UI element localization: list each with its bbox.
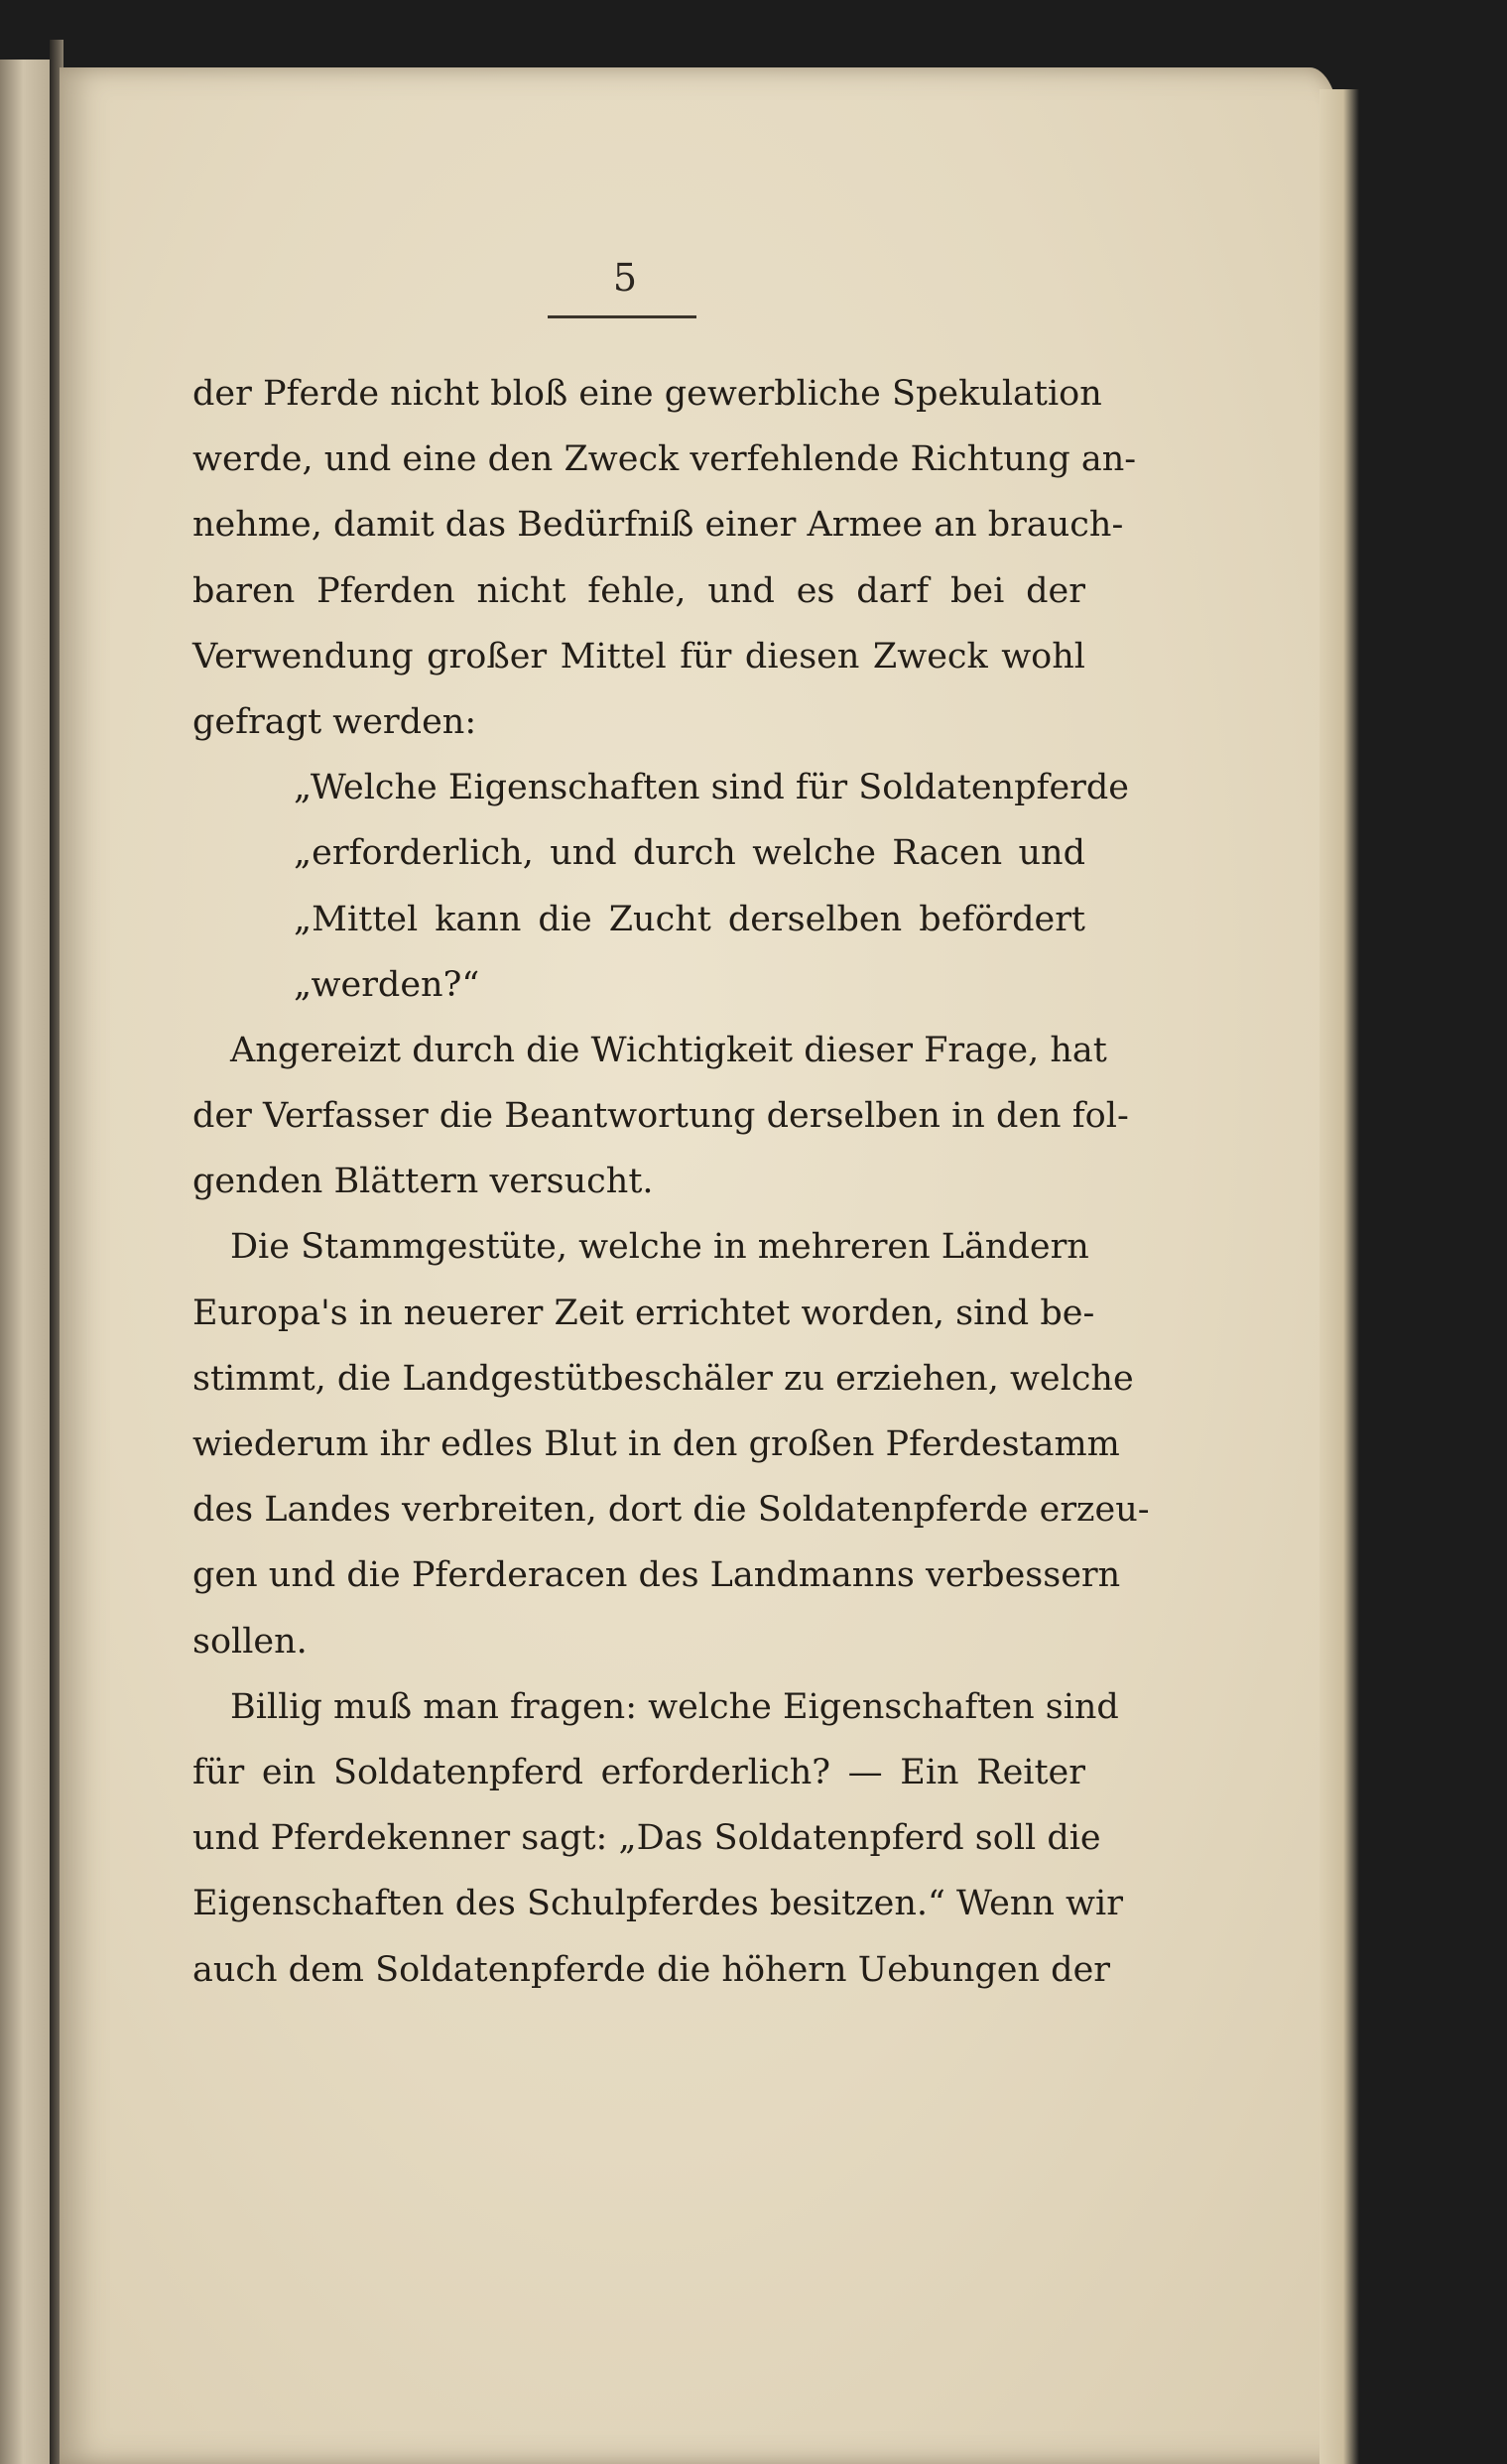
text-line: sollen. [192, 1621, 308, 1662]
header-rule [548, 315, 696, 318]
quote-line: „erforderlich, und durch welche Racen und [294, 833, 1085, 874]
left-page-edge [0, 60, 52, 2464]
quote-line: „Mittel kann die Zucht derselben befördert [294, 899, 1085, 939]
text-line: Billig muß man fragen: welche Eigenschaften sind [230, 1686, 1119, 1727]
text-line: genden Blättern versucht. [192, 1162, 654, 1202]
text-line: gefragt werden: [192, 701, 477, 742]
text-line: Die Stammgestüte, welche in mehreren Ländern [230, 1227, 1089, 1268]
text-line: nehme, damit das Bedürfniß einer Armee an brauch- [192, 505, 1124, 546]
text-line: und Pferdekenner sagt: „Das Soldatenpferd soll die [192, 1818, 1101, 1859]
body-text [192, 361, 1150, 2003]
quote-line: „werden?“ [294, 964, 480, 1005]
quote-line: „Welche Eigenschaften sind für Soldatenpferde [294, 768, 1129, 808]
text-line: wiederum ihr edles Blut in den großen Pferdestamm [192, 1424, 1120, 1464]
text-line: der Verfasser die Beantwortung derselben in den fol- [192, 1096, 1129, 1137]
text-line: stimmt, die Landgestütbeschäler zu erziehen, welche [192, 1358, 1134, 1399]
page-number: 5 [612, 256, 638, 300]
text-line: Angereizt durch die Wichtigkeit dieser Frage, hat [230, 1030, 1107, 1070]
text-line: der Pferde nicht bloß eine gewerbliche Spekulation [192, 374, 1102, 414]
text-line: baren Pferden nicht fehle, und es darf bei der [192, 570, 1085, 611]
text-line: Eigenschaften des Schulpferdes besitzen.“ Wenn wir [192, 1884, 1123, 1924]
text-line: auch dem Soldatenpferde die höhern Uebungen der [192, 1949, 1111, 1990]
text-line: für ein Soldatenpferd erforderlich? — Ein Reiter [192, 1752, 1085, 1792]
text-line: Europa's in neuerer Zeit errichtet worden, sind be- [192, 1293, 1095, 1333]
page-fore-edge [1319, 89, 1359, 2464]
text-line: werde, und eine den Zweck verfehlende Richtung an- [192, 439, 1137, 480]
text-line: gen und die Pferderacen des Landmanns verbessern [192, 1555, 1121, 1596]
text-line: des Landes verbreiten, dort die Soldatenpferde erzeu- [192, 1490, 1150, 1531]
text-line: Verwendung großer Mittel für diesen Zweck wohl [192, 636, 1085, 677]
